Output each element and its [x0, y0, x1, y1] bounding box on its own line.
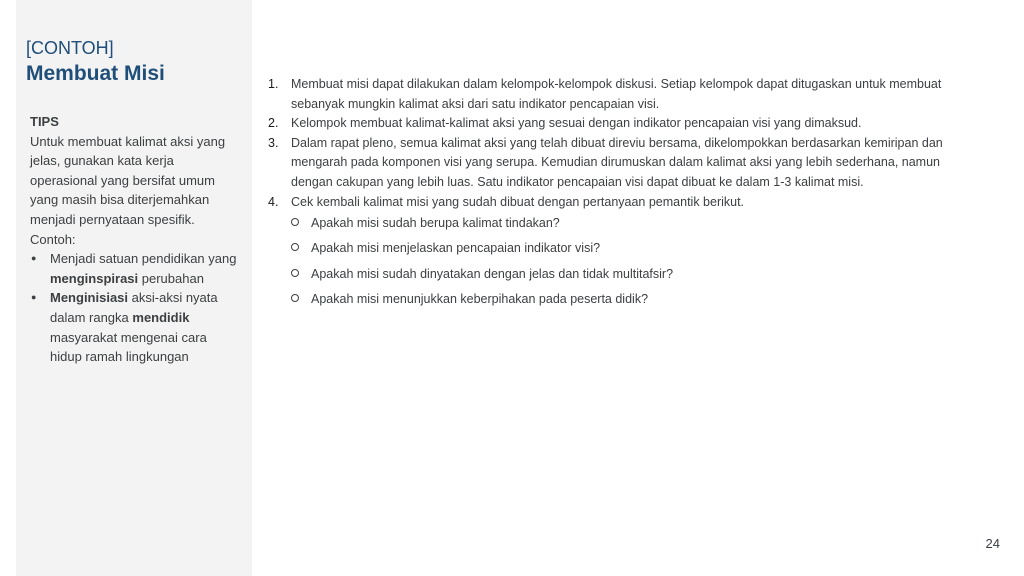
step-number: 2.	[268, 116, 279, 131]
step-number: 3.	[268, 135, 279, 150]
tips-heading: TIPS	[30, 114, 59, 129]
question-item: Apakah misi sudah dinyatakan dengan jelas dan tidak multitafsir?	[291, 265, 948, 285]
example-emphasis: menginspirasi	[50, 270, 139, 286]
example-text: aksi-aksi nyata dalam rangka	[50, 290, 218, 325]
example-text: masyarakat mengenai cara hidup ramah lingkungan	[50, 329, 207, 365]
example-text: Menjadi satuan pendidikan yang	[50, 251, 237, 267]
tips-intro: Untuk membuat kalimat aksi yang jelas, gunakan kata kerja operasional yang bersifat umum yang masih bisa diterjemahkan menjadi pernyataan spesifik.	[30, 133, 226, 227]
step-text: Kelompok membuat kalimat-kalimat aksi yang sesuai dengan indikator pencapaian visi yang dimaksud.	[291, 116, 862, 131]
example-emphasis: Menginisiasi	[50, 290, 129, 306]
step-item	[268, 193, 948, 310]
steps-content	[268, 75, 948, 315]
step-text: Dalam rapat pleno, semua kalimat aksi yang telah dibuat direviu bersama, dikelompokkan berdasarkan kemiripan dan mengarah pada komponen visi yang serupa. Kemudian dirumuskan dalam kalimat aksi yang lebih sederhana, namun dengan cakupan yang lebih luas. Satu indikator pencapaian visi dapat dibuat ke dalam 1-3 kalimat misi.	[291, 135, 943, 189]
example-emphasis: mendidik	[132, 309, 190, 325]
question-item: Apakah misi sudah berupa kalimat tindakan?	[291, 214, 948, 234]
step-text: Membuat misi dapat dilakukan dalam kelompok-kelompok diskusi. Setiap kelompok dapat ditugaskan untuk membuat sebanyak mungkin kalimat aksi dari satu indikator pencapaian visi.	[291, 77, 942, 111]
example-text: perubahan	[138, 270, 204, 286]
section-kicker: [CONTOH]	[26, 38, 114, 58]
step-number: 1.	[268, 77, 279, 91]
step-item	[268, 134, 948, 193]
tips-box	[30, 112, 240, 367]
step-item	[268, 114, 948, 134]
step-number: 4.	[268, 194, 279, 209]
question-list	[291, 214, 948, 309]
steps-list	[268, 75, 948, 309]
question-item: Apakah misi menjelaskan pencapaian indikator visi?	[291, 239, 948, 259]
page-number: 24	[985, 536, 1000, 551]
tips-example-label: Contoh:	[30, 231, 76, 247]
tips-example-item	[30, 249, 240, 288]
step-text: Cek kembali kalimat misi yang sudah dibuat dengan pertanyaan pemantik berikut.	[291, 194, 745, 209]
question-item: Apakah misi menunjukkan keberpihakan pada peserta didik?	[291, 290, 948, 310]
tips-example-item	[30, 288, 240, 366]
page-title: Membuat Misi	[26, 62, 165, 85]
tips-example-list	[30, 249, 240, 367]
step-item	[268, 75, 948, 114]
